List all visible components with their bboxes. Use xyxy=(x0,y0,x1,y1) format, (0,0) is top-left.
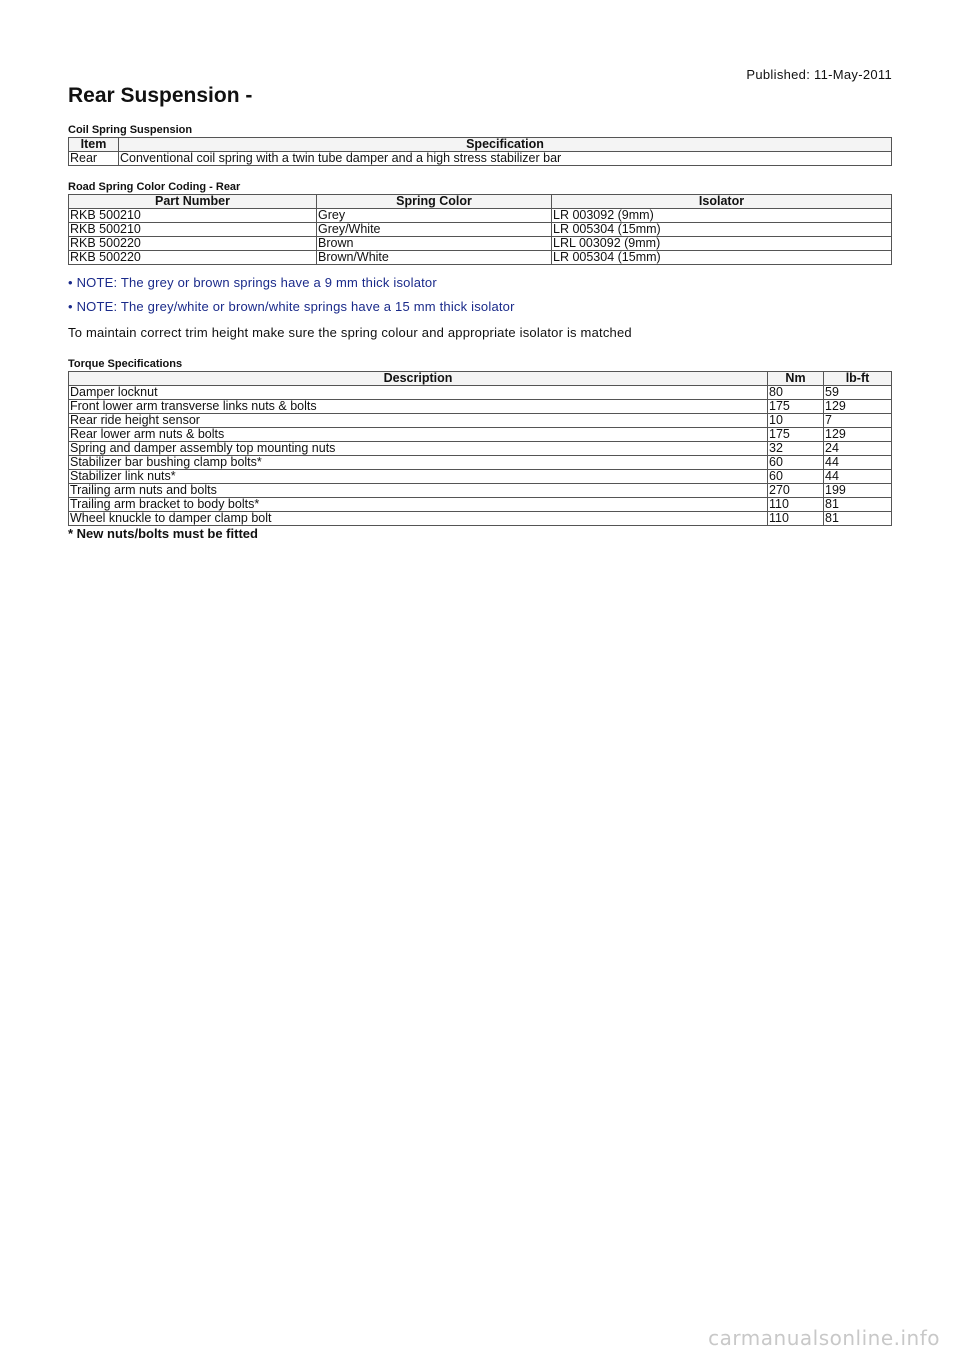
page-title: Rear Suspension - xyxy=(68,84,253,107)
road-spring-table xyxy=(68,194,892,265)
note-15mm: • NOTE: The grey/white or brown/white springs have a 15 mm thick isolator xyxy=(68,299,515,314)
table-cell: 80 xyxy=(768,386,824,400)
table-row xyxy=(69,152,892,166)
table-cell: 110 xyxy=(768,498,824,512)
table-cell: Trailing arm nuts and bolts xyxy=(69,484,768,498)
table-cell: 60 xyxy=(768,470,824,484)
table-cell: Stabilizer bar bushing clamp bolts* xyxy=(69,456,768,470)
table-cell: RKB 500210 xyxy=(69,223,317,237)
table-cell: Spring and damper assembly top mounting nuts xyxy=(69,442,768,456)
table-cell: 59 xyxy=(824,386,892,400)
column-header: Specification xyxy=(119,138,892,152)
road-spring-section xyxy=(68,181,892,265)
table-row xyxy=(69,400,892,414)
note-9mm: • NOTE: The grey or brown springs have a 9 mm thick isolator xyxy=(68,275,437,290)
table-row xyxy=(69,484,892,498)
table-cell: RKB 500220 xyxy=(69,251,317,265)
torque-footnote: * New nuts/bolts must be fitted xyxy=(68,526,258,541)
table-cell: 81 xyxy=(824,498,892,512)
table-cell: Rear lower arm nuts & bolts xyxy=(69,428,768,442)
column-header: lb-ft xyxy=(824,372,892,386)
coil-spring-label: Coil Spring Suspension xyxy=(68,124,193,136)
column-header: Nm xyxy=(768,372,824,386)
table-cell: 199 xyxy=(824,484,892,498)
watermark-logo: carmanualsonline.info xyxy=(708,1326,940,1350)
table-cell: 32 xyxy=(768,442,824,456)
torque-section xyxy=(68,358,892,541)
table-cell: Damper locknut xyxy=(69,386,768,400)
table-row xyxy=(69,442,892,456)
table-cell: LR 005304 (15mm) xyxy=(552,251,892,265)
column-header: Description xyxy=(69,372,768,386)
column-header: Isolator xyxy=(552,195,892,209)
table-cell: RKB 500210 xyxy=(69,209,317,223)
table-cell: 175 xyxy=(768,400,824,414)
table-cell: Stabilizer link nuts* xyxy=(69,470,768,484)
table-row xyxy=(69,414,892,428)
table-row xyxy=(69,237,892,251)
table-cell: Wheel knuckle to damper clamp bolt xyxy=(69,512,768,526)
table-row xyxy=(69,386,892,400)
trim-height-instruction: To maintain correct trim height make sure the spring colour and appropriate isolator is matched xyxy=(68,325,632,340)
table-header-row xyxy=(69,138,892,152)
road-spring-label: Road Spring Color Coding - Rear xyxy=(68,181,241,193)
table-row xyxy=(69,498,892,512)
table-header-row xyxy=(69,372,892,386)
table-row xyxy=(69,512,892,526)
torque-label: Torque Specifications xyxy=(68,358,183,370)
torque-table xyxy=(68,371,892,526)
table-cell: 24 xyxy=(824,442,892,456)
table-row xyxy=(69,223,892,237)
table-row xyxy=(69,456,892,470)
table-row xyxy=(69,428,892,442)
table-cell: LR 005304 (15mm) xyxy=(552,223,892,237)
column-header: Item xyxy=(69,138,119,152)
table-row xyxy=(69,251,892,265)
table-cell: Brown/White xyxy=(317,251,552,265)
table-cell: Trailing arm bracket to body bolts* xyxy=(69,498,768,512)
table-cell: Front lower arm transverse links nuts & bolts xyxy=(69,400,768,414)
table-cell: 110 xyxy=(768,512,824,526)
table-cell: 129 xyxy=(824,400,892,414)
table-cell: Grey xyxy=(317,209,552,223)
table-cell: 129 xyxy=(824,428,892,442)
published-date: Published: 11-May-2011 xyxy=(746,67,892,82)
table-cell: 81 xyxy=(824,512,892,526)
table-cell: LRL 003092 (9mm) xyxy=(552,237,892,251)
table-cell: Rear ride height sensor xyxy=(69,414,768,428)
notes-section xyxy=(68,275,892,340)
table-cell: Conventional coil spring with a twin tube damper and a high stress stabilizer bar xyxy=(119,152,892,166)
table-cell: 44 xyxy=(824,456,892,470)
table-cell: Brown xyxy=(317,237,552,251)
column-header: Spring Color xyxy=(317,195,552,209)
table-cell: RKB 500220 xyxy=(69,237,317,251)
table-cell: LR 003092 (9mm) xyxy=(552,209,892,223)
column-header: Part Number xyxy=(69,195,317,209)
coil-spring-table xyxy=(68,137,892,166)
table-cell: 270 xyxy=(768,484,824,498)
table-cell: 10 xyxy=(768,414,824,428)
table-cell: 44 xyxy=(824,470,892,484)
table-cell: Rear xyxy=(69,152,119,166)
table-cell: 60 xyxy=(768,456,824,470)
table-cell: 175 xyxy=(768,428,824,442)
table-header-row xyxy=(69,195,892,209)
table-cell: 7 xyxy=(824,414,892,428)
table-row xyxy=(69,209,892,223)
coil-spring-section xyxy=(68,124,892,166)
table-row xyxy=(69,470,892,484)
table-cell: Grey/White xyxy=(317,223,552,237)
